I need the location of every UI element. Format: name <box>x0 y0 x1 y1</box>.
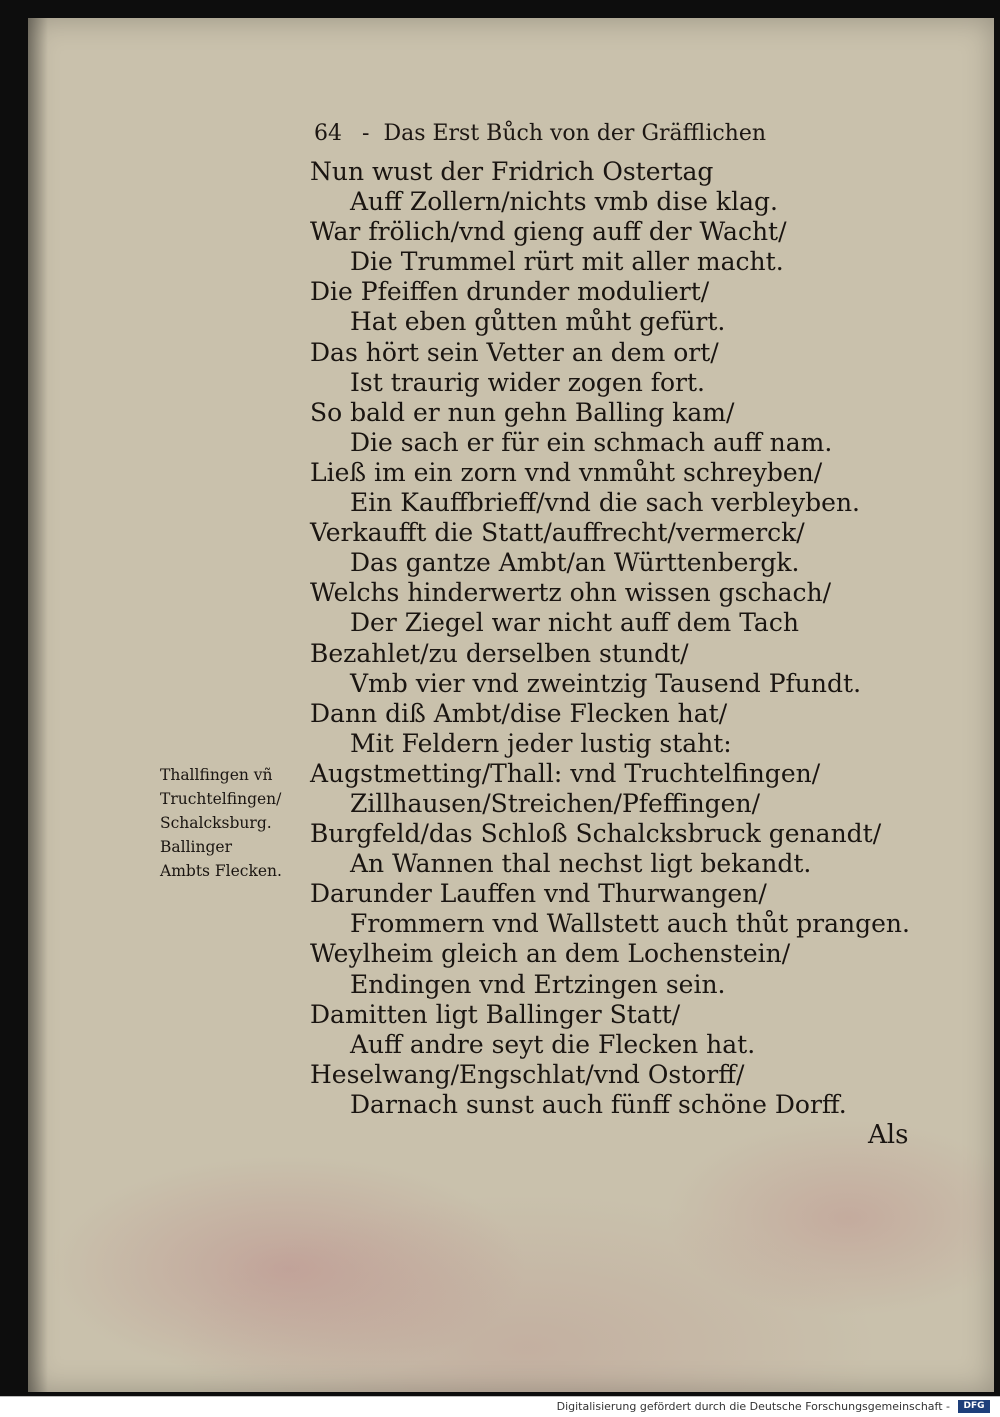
verse-line: Auff Zollern/nichts vmb dise klag. <box>350 187 778 217</box>
verse-line: Darunder Lauffen vnd Thurwangen/ <box>310 879 767 909</box>
page-gutter-shadow <box>28 18 48 1392</box>
footer-credit: Digitalisierung gefördert durch die Deutsche Forschungsgemeinschaft - <box>556 1400 950 1413</box>
verse-line: Nun wust der Fridrich Ostertag <box>310 157 714 186</box>
verse-line: Mit Feldern jeder lustig staht: <box>350 728 732 758</box>
verse-line: Bezahlet/zu derselben stundt/ <box>310 638 689 668</box>
catchword: Als <box>868 1120 909 1150</box>
verse-line: Ließ im ein zorn vnd vnmůht schreyben/ <box>310 457 823 487</box>
verse-line: Darnach sunst auch fünff schöne Dorff. <box>350 1089 847 1119</box>
gloss-line: Ambts Flecken. <box>160 862 282 880</box>
verse-line: Augstmetting/Thall: vnd Truchtelfingen/ <box>310 758 821 788</box>
verse-line: Welchs hinderwertz ohn wissen gschach/ <box>310 578 832 608</box>
verse-line: Die Pfeiffen drunder moduliert/ <box>310 277 710 307</box>
verse-line: Das gantze Ambt/an Württenbergk. <box>350 548 800 578</box>
verse-line: Vmb vier vnd zweintzig Tausend Pfundt. <box>350 668 862 698</box>
verse-line: Dann diß Ambt/dise Flecken hat/ <box>310 698 728 728</box>
gloss-line: Truchtelfingen/ <box>160 790 282 808</box>
verse-line: Die sach er für ein schmach auff nam. <box>350 427 833 457</box>
header-dash: - <box>362 121 370 146</box>
running-title: Das Erst Bůch von der Gräfflichen <box>383 121 767 146</box>
verse-line: An Wannen thal nechst ligt bekandt. <box>350 849 812 879</box>
digitization-footer <box>0 1396 1000 1417</box>
verse-line: Die Trummel rürt mit aller macht. <box>350 247 784 277</box>
verse-line: Heselwang/Engschlat/vnd Ostorff/ <box>310 1059 745 1089</box>
marginal-gloss <box>160 763 282 883</box>
verse-line: Frommern vnd Wallstett auch thůt prangen. <box>350 909 910 939</box>
gloss-line: Schalcksburg. <box>160 814 272 832</box>
verse-line: Auff andre seyt die Flecken hat. <box>350 1029 756 1059</box>
dfg-logo: DFG <box>958 1400 990 1413</box>
verse-line: So bald er nun gehn Balling kam/ <box>310 397 735 427</box>
verse-line: Verkaufft die Statt/auffrecht/vermerck/ <box>310 518 805 548</box>
verse-line: Damitten ligt Ballinger Statt/ <box>310 999 681 1029</box>
verse-line: Hat eben gůtten můht gefürt. <box>350 307 726 337</box>
running-header <box>314 121 766 146</box>
verse-line: Endingen vnd Ertzingen sein. <box>350 969 726 999</box>
verse-line: Das hört sein Vetter an dem ort/ <box>310 337 719 367</box>
verse-line: War frölich/vnd gieng auff der Wacht/ <box>310 217 787 247</box>
gloss-line: Ballinger <box>160 838 232 856</box>
verse-line: Ist traurig wider zogen fort. <box>350 367 706 397</box>
gloss-line: Thallfingen vñ <box>160 766 273 784</box>
verse-text <box>310 157 910 1120</box>
verse-line: Ein Kauffbrieff/vnd die sach verbleyben. <box>350 488 860 518</box>
verse-line: Der Ziegel war nicht auff dem Tach <box>350 608 799 638</box>
verse-line: Weylheim gleich an dem Lochenstein/ <box>310 939 791 969</box>
page-number: 64 <box>314 121 342 146</box>
verse-line: Burgfeld/das Schloß Schalcksbruck genandt/ <box>310 819 882 849</box>
verse-line: Zillhausen/Streichen/Pfeffingen/ <box>350 788 760 818</box>
